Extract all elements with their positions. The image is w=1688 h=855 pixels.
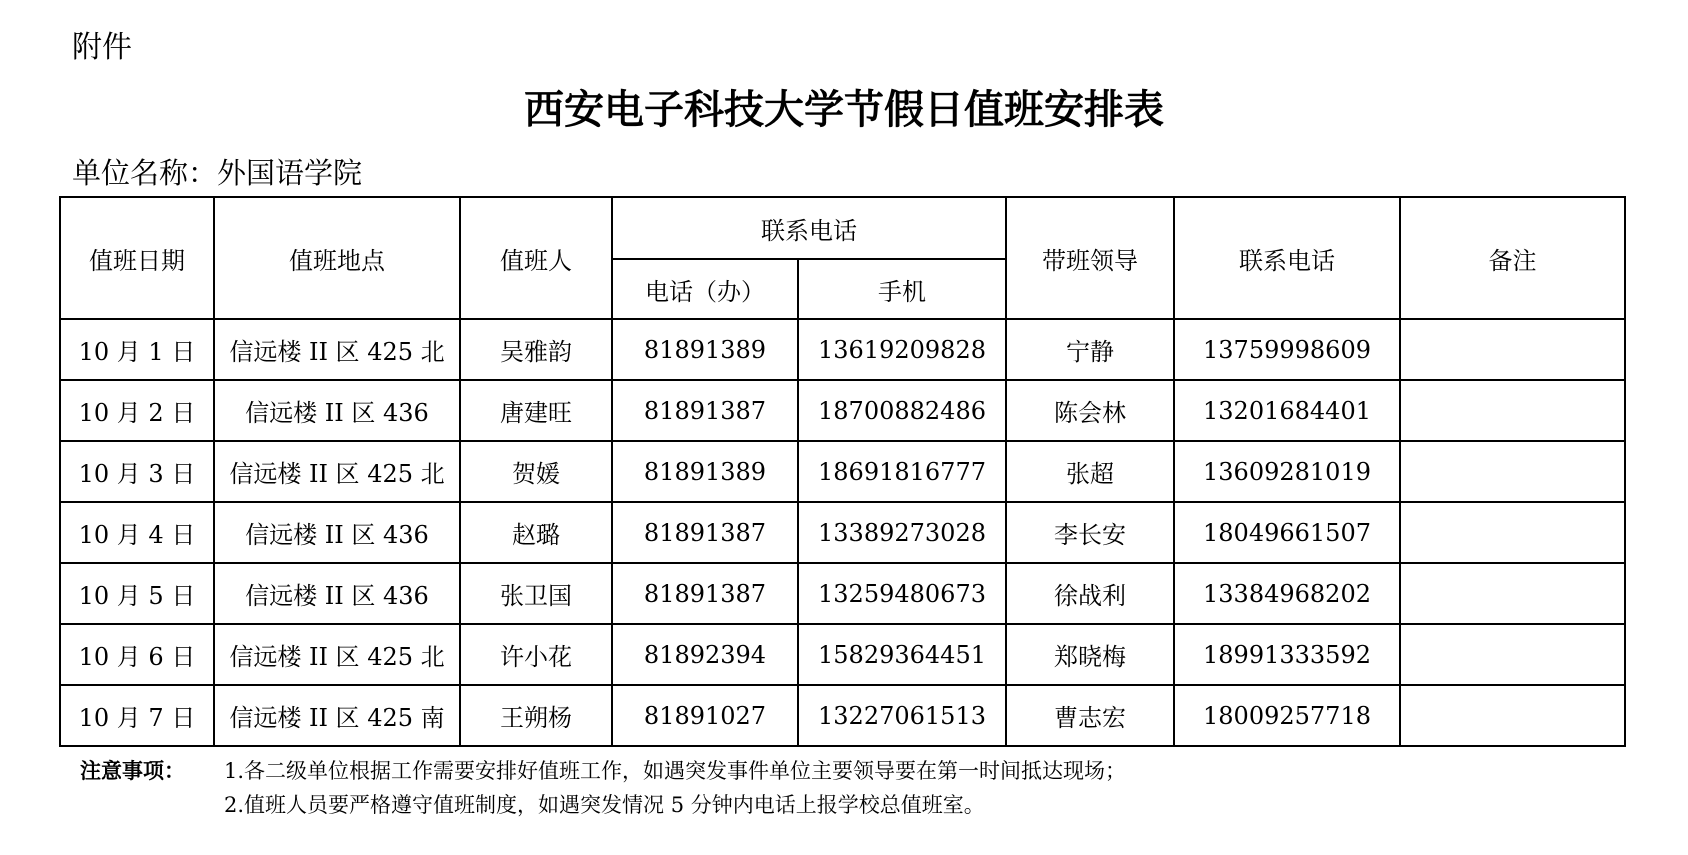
cell-office-phone: 81891387 xyxy=(612,502,798,563)
cell-mobile: 13259480673 xyxy=(798,563,1006,624)
cell-location: 信远楼 II 区 425 北 xyxy=(214,441,460,502)
cell-leader: 李长安 xyxy=(1006,502,1174,563)
notes-label: 注意事项： xyxy=(80,759,185,783)
cell-date: 10 月 7 日 xyxy=(60,685,214,746)
table-row xyxy=(60,319,1625,380)
cell-office-phone: 81891387 xyxy=(612,563,798,624)
cell-leader: 曹志宏 xyxy=(1006,685,1174,746)
cell-mobile: 13389273028 xyxy=(798,502,1006,563)
cell-office-phone: 81891387 xyxy=(612,380,798,441)
cell-location: 信远楼 II 区 425 北 xyxy=(214,624,460,685)
cell-location: 信远楼 II 区 436 xyxy=(214,380,460,441)
table-row xyxy=(60,685,1625,746)
cell-leader: 宁静 xyxy=(1006,319,1174,380)
cell-location: 信远楼 II 区 425 南 xyxy=(214,685,460,746)
cell-leader: 张超 xyxy=(1006,441,1174,502)
cell-remarks xyxy=(1400,319,1625,380)
cell-date: 10 月 4 日 xyxy=(60,502,214,563)
cell-location: 信远楼 II 区 436 xyxy=(214,502,460,563)
cell-mobile: 18700882486 xyxy=(798,380,1006,441)
attachment-label: 附件 xyxy=(72,30,132,65)
cell-leader-phone: 13759998609 xyxy=(1174,319,1400,380)
cell-leader-phone: 13201684401 xyxy=(1174,380,1400,441)
cell-person: 许小花 xyxy=(460,624,612,685)
cell-date: 10 月 2 日 xyxy=(60,380,214,441)
cell-office-phone: 81892394 xyxy=(612,624,798,685)
cell-location: 信远楼 II 区 436 xyxy=(214,563,460,624)
cell-location: 信远楼 II 区 425 北 xyxy=(214,319,460,380)
cell-person: 王朔杨 xyxy=(460,685,612,746)
note-item: 2.值班人员要严格遵守值班制度，如遇突发情况 5 分钟内电话上报学校总值班室。 xyxy=(224,793,985,817)
cell-leader-phone: 18991333592 xyxy=(1174,624,1400,685)
table-row xyxy=(60,502,1625,563)
cell-date: 10 月 6 日 xyxy=(60,624,214,685)
header-office-phone: 电话（办） xyxy=(612,259,798,319)
cell-remarks xyxy=(1400,563,1625,624)
cell-remarks xyxy=(1400,380,1625,441)
cell-date: 10 月 5 日 xyxy=(60,563,214,624)
header-mobile: 手机 xyxy=(798,259,1006,319)
header-date: 值班日期 xyxy=(60,197,214,319)
table-row xyxy=(60,380,1625,441)
cell-remarks xyxy=(1400,624,1625,685)
cell-person: 张卫国 xyxy=(460,563,612,624)
unit-name: 单位名称：外国语学院 xyxy=(72,156,363,190)
header-contact-group: 联系电话 xyxy=(612,197,1006,259)
cell-person: 贺媛 xyxy=(460,441,612,502)
cell-leader-phone: 13384968202 xyxy=(1174,563,1400,624)
cell-leader-phone: 18009257718 xyxy=(1174,685,1400,746)
cell-leader: 徐战利 xyxy=(1006,563,1174,624)
cell-remarks xyxy=(1400,441,1625,502)
table-row xyxy=(60,624,1625,685)
cell-date: 10 月 3 日 xyxy=(60,441,214,502)
note-item: 1.各二级单位根据工作需要安排好值班工作，如遇突发事件单位主要领导要在第一时间抵达现场； xyxy=(224,759,1127,783)
table-row xyxy=(60,441,1625,502)
header-person: 值班人 xyxy=(460,197,612,319)
header-location: 值班地点 xyxy=(214,197,460,319)
cell-mobile: 13619209828 xyxy=(798,319,1006,380)
cell-leader-phone: 18049661507 xyxy=(1174,502,1400,563)
header-remarks: 备注 xyxy=(1400,197,1625,319)
cell-mobile: 13227061513 xyxy=(798,685,1006,746)
cell-leader-phone: 13609281019 xyxy=(1174,441,1400,502)
duty-schedule-table xyxy=(59,196,1626,747)
cell-remarks xyxy=(1400,685,1625,746)
table-row xyxy=(60,563,1625,624)
cell-office-phone: 81891027 xyxy=(612,685,798,746)
cell-remarks xyxy=(1400,502,1625,563)
header-leader: 带班领导 xyxy=(1006,197,1174,319)
cell-person: 赵璐 xyxy=(460,502,612,563)
cell-office-phone: 81891389 xyxy=(612,441,798,502)
cell-office-phone: 81891389 xyxy=(612,319,798,380)
cell-person: 唐建旺 xyxy=(460,380,612,441)
page-title: 西安电子科技大学节假日值班安排表 xyxy=(524,86,1164,133)
cell-leader: 郑晓梅 xyxy=(1006,624,1174,685)
cell-mobile: 15829364451 xyxy=(798,624,1006,685)
cell-person: 吴雅韵 xyxy=(460,319,612,380)
cell-date: 10 月 1 日 xyxy=(60,319,214,380)
cell-leader: 陈会林 xyxy=(1006,380,1174,441)
header-leader-phone: 联系电话 xyxy=(1174,197,1400,319)
cell-mobile: 18691816777 xyxy=(798,441,1006,502)
